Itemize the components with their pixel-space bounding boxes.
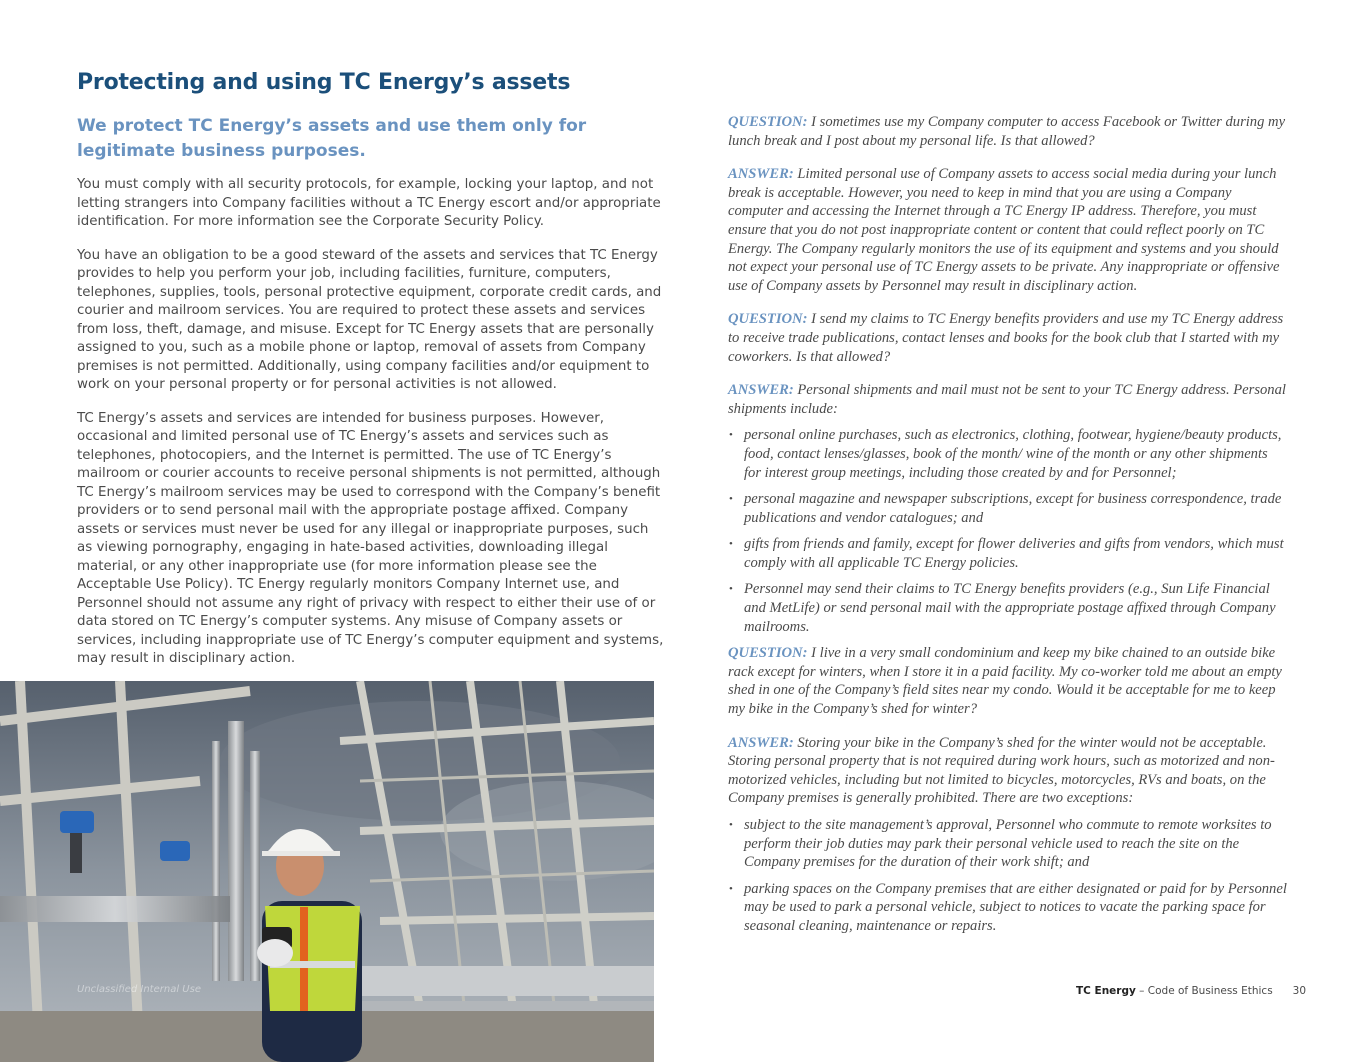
photo-caption: Unclassified Internal Use <box>77 984 201 995</box>
page-title: Protecting and using TC Energy’s assets <box>77 70 571 95</box>
answer-2-bullet-list <box>728 426 1288 636</box>
answer-2 <box>728 381 1288 418</box>
answer-3-bullet-list <box>728 816 1288 936</box>
list-item: • subject to the site management’s approval, Personnel who commute to remote worksites to perform their job duties may park their personal vehicle used to reach the site on the Company premises for the duration of their work shift; and <box>728 816 1288 872</box>
question-text: I live in a very small condominium and keep my bike chained to an outside bike rack except for winters, when I store it in a paid facility. My co-worker told me about an empty shed in one of the Company’s field sites near my condo. Would it be acceptable for me to keep my bike in the Company’s shed for winter? <box>728 645 1282 718</box>
page-number: 30 <box>1292 985 1307 997</box>
question-text: I sometimes use my Company computer to access Facebook or Twitter during my lunch break and I post about my personal life. Is that allowed? <box>728 114 1286 149</box>
left-body-text <box>77 176 667 684</box>
paragraph-security: You must comply with all security protocols, for example, locking your laptop, and not letting strangers into Company facilities without a TC Energy escort and/or appropriate identification. For more information see the Corporate Security Policy. <box>77 177 661 229</box>
question-label: QUESTION: <box>728 645 808 662</box>
answer-1 <box>728 165 1288 295</box>
question-label: QUESTION: <box>728 311 808 328</box>
page-footer <box>1076 985 1306 997</box>
footer-brand: TC Energy <box>1076 985 1136 997</box>
worker-refinery-photo <box>0 681 654 1062</box>
section-subtitle: We protect TC Energy’s assets and use them only for legitimate business purposes. <box>77 116 587 161</box>
answer-label: ANSWER: <box>728 734 794 751</box>
question-1 <box>728 113 1288 150</box>
answer-text: Storing your bike in the Company’s shed for the winter would not be acceptable. Storing personal property that is not required during work hours, such as motorized and non-motorized vehicles, including but not limited to bicycles, motorcycles, RVs and boats, on the Company premises is generally prohibited. There are two exceptions: <box>728 734 1275 807</box>
list-item: • personal online purchases, such as electronics, clothing, footwear, hygiene/beauty products, food, contact lenses/glasses, book of the month/ wine of the month or any other shipments for interest group meetings, including those created by and for Personnel; <box>728 426 1288 482</box>
list-item: • personal magazine and newspaper subscriptions, except for business correspondence, trade publications and vendor catalogues; and <box>728 490 1288 527</box>
answer-3 <box>728 734 1288 808</box>
footer-separator: – <box>1135 985 1148 997</box>
answer-label: ANSWER: <box>728 382 794 399</box>
footer-doc-title: Code of Business Ethics <box>1147 985 1273 997</box>
answer-label: ANSWER: <box>728 166 794 183</box>
answer-text: Limited personal use of Company assets to access social media during your lunch break is acceptable. However, you need to keep in mind that you are using a Company computer and accessing the Internet through a TC Energy IP address. Therefore, you must ensure that you do not post inappropriate content or content that could reflect poorly on TC Energy. The Company regularly monitors the use of its equipment and systems and you should not expect your personal use of TC Energy assets to be private. Any inappropriate or offensive use of Company assets by Personnel may result in disciplinary action. <box>728 166 1280 294</box>
paragraph-stewardship: You have an obligation to be a good steward of the assets and services that TC Energy provides to help you perform your job, including facilities, furniture, computers, telephones, supplies, tools, personal protective equipment, corporate credit cards, and courier and mailroom services. You are required to protect these assets and services from loss, theft, damage, and misuse. Except for TC Energy assets that are personally assigned to you, such as a mobile phone or laptop, removal of assets from Company premises is not permitted. Additionally, using company facilities and/or equipment to work on your personal property or for personal activities is not allowed. <box>77 247 662 392</box>
list-item: • parking spaces on the Company premises that are either designated or paid for by Personnel may be used to park a personal vehicle, subject to notices to vacate the parking space for seasonal cleaning, maintenance or repairs. <box>728 880 1288 936</box>
question-3 <box>728 644 1288 718</box>
list-item: • Personnel may send their claims to TC Energy benefits providers (e.g., Sun Life Financial and MetLife) or send personal mail with the appropriate postage affixed through Company mailrooms. <box>728 580 1288 636</box>
list-item: • gifts from friends and family, except for flower deliveries and gifts from vendors, which must comply with all applicable TC Energy policies. <box>728 535 1288 572</box>
answer-text: Personal shipments and mail must not be sent to your TC Energy address. Personal shipments include: <box>728 382 1286 417</box>
question-2 <box>728 310 1288 366</box>
question-label: QUESTION: <box>728 114 808 130</box>
qa-column <box>728 113 1288 944</box>
question-text: I send my claims to TC Energy benefits providers and use my TC Energy address to receive trade publications, contact lenses and books for the book club that I started with my coworkers. Is that allowed? <box>728 311 1284 365</box>
paragraph-business-use: TC Energy’s assets and services are intended for business purposes. However, occasional and limited personal use of TC Energy’s assets and services such as telephones, photocopiers, and the Internet is permitted. The use of TC Energy’s mailroom or courier accounts to receive personal shipments is not permitted, although TC Energy’s mailroom services may be used to correspond with the Company’s benefit providers or to send personal mail with the appropriate postage affixed. Company assets or services must never be used for any illegal or inappropriate purposes, such as viewing pornography, engaging in hate-based activities, downloading illegal material, or any other inappropriate use (for more information please see the Acceptable Use Policy). TC Energy regularly monitors Company Internet use, and Personnel should not assume any right of privacy with respect to either their use of or data stored on TC Energy’s computer systems. Any misuse of Company assets or services, including inappropriate use of TC Energy’s computer equipment and systems, may result in disciplinary action. <box>77 410 664 666</box>
